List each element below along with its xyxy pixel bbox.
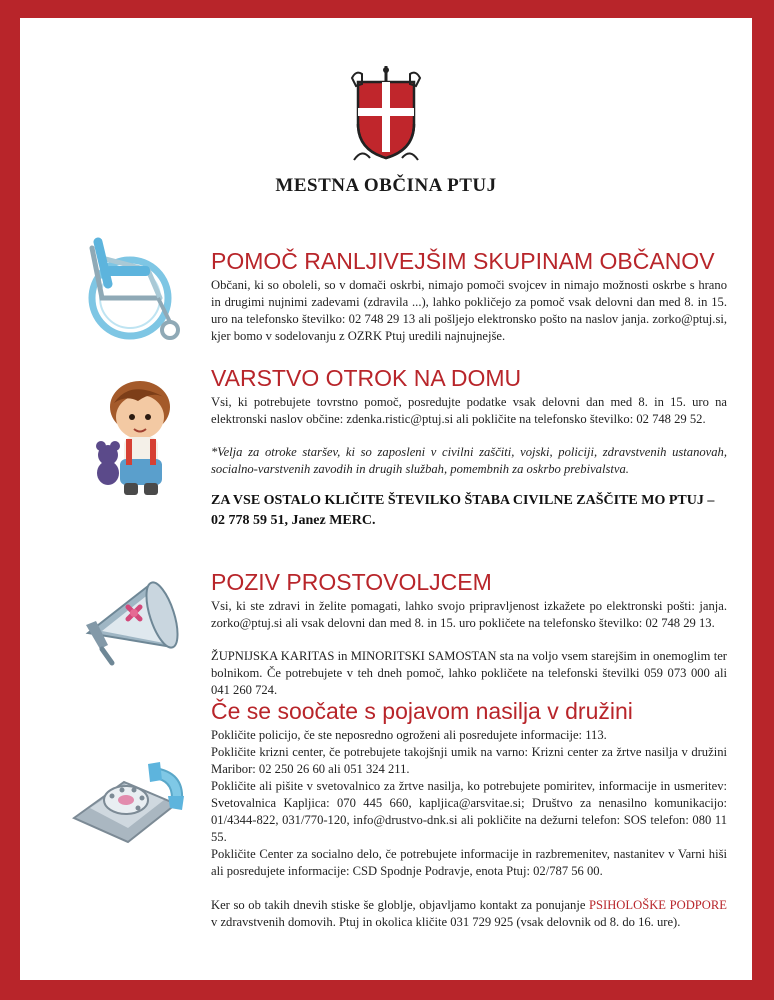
wheelchair-icon <box>78 228 188 343</box>
contact-line: Pokličite ali pišite v svetovalnico za žrtve nasilja, ko potrebujete pomiritev, informacije in usmeritev: Svetovalnica Kapljica: 070 445 660, kapljica@arsvitae.si; Društvo za nenasilno komunikacijo: 01/4344-822, 031/770-120, info@drustvo-dnk.si ali pokličite na dežurni telefon: SOS telefon: 080 11 55. <box>211 779 727 844</box>
contact-line: Pokličite policijo, če ste neposredno ogroženi ali posredujete informacije: 113. <box>211 728 607 742</box>
section-body: Vsi, ki potrebujete tovrstno pomoč, posredujte podatke vsak delovni dan med 8. in 15. uro na elektronski naslov občine: zdenka.ristic@ptuj.si ali pokličite na telefonsko številko: 02 748 29 52. <box>211 395 727 426</box>
section-body: Občani, ki so oboleli, so v domači oskrbi, nimajo pomoči svojcev in nimajo možnosti oskrbe s hrano in drugimi nujnimi zadevami (zdravila ...), lahko pokličejo za pomoč vsak delovni dan med 8. in 15. uro na telefonsko številko: 02 748 29 13 ali pošljejo elektronsko pošto na naslov janja. zorko@ptuj.si, kjer bomo v sodelovanju z OZRK Ptuj uredili najnujnejše. <box>211 278 727 343</box>
ptuj-coat-of-arms-icon <box>350 64 422 164</box>
contact-line: Pokličite Center za socialno delo, če potrebujete informacije in razbremenitev, nastanitev v Varni hiši ali posredujete informacije: CSD Spodnje Podravje, enota Ptuj: 02/787 56 00. <box>211 847 727 878</box>
section-domestic-violence <box>211 698 727 931</box>
section-title: POZIV PROSTOVOLJCEM <box>211 569 492 595</box>
megaphone-icon <box>72 563 192 673</box>
rotary-telephone-icon <box>64 738 194 848</box>
section-vulnerable-groups <box>211 248 727 345</box>
section-note: *Velja za otroke staršev, ki so zaposleni v civilni zaščiti, vojski, policiji, zdravstvenih ustanovah, socialno-varstvenih zavodih in drugih službah, pomembnih za oskrbo prebivalstva. <box>211 445 727 476</box>
section-childcare <box>211 365 727 531</box>
poster-page <box>20 18 752 980</box>
org-name: MESTNA OBČINA PTUJ <box>275 175 497 196</box>
civil-protection-notice: ZA VSE OSTALO KLIČITE ŠTEVILKO ŠTABA CIVILNE ZAŠČITE MO PTUJ – 02 778 59 51, Janez MERC. <box>211 493 715 528</box>
closing-text: v zdravstvenih domovih. Ptuj in okolica kličite 031 729 925 (vsak delovnik od 8. do 16. ure). <box>211 915 681 929</box>
section-title: POMOČ RANLJIVEJŠIM SKUPINAM OBČANOV <box>211 248 715 274</box>
child-with-teddy-bear-icon <box>80 373 190 503</box>
section-body: Vsi, ki ste zdravi in želite pomagati, lahko svojo pripravljenost izkažete po elektronski pošti: janja. zorko@ptuj.si ali vsak delovni dan med 8. in 15. uro pokličete na telefonsko številko: 02 748 29 13. <box>211 599 727 630</box>
section-title: Če se soočate s pojavom nasilja v družini <box>211 698 633 724</box>
closing-text: Ker so ob takih dnevih stiske še globlje, objavljamo kontakt za ponujanje <box>211 898 590 912</box>
section-title: VARSTVO OTROK NA DOMU <box>211 365 522 391</box>
psychological-support-paragraph <box>211 897 727 931</box>
contact-line: Pokličite krizni center, če potrebujete takojšnji umik na varno: Krizni center za žrtve nasilja v družini Maribor: 02 250 26 60 ali 051 324 211. <box>211 745 727 776</box>
section-volunteers <box>211 569 727 699</box>
section-body-secondary: ŽUPNIJSKA KARITAS in MINORITSKI SAMOSTAN sta na voljo vsem starejšim in onemoglim ter bolnikom. Če potrebujete v teh dneh pomoč, lahko pokličete na telefonski številki 059 073 000 ali 041 260 724. <box>211 649 727 697</box>
psychological-support-highlight: PSIHOLOŠKE PODPORE <box>589 898 727 912</box>
